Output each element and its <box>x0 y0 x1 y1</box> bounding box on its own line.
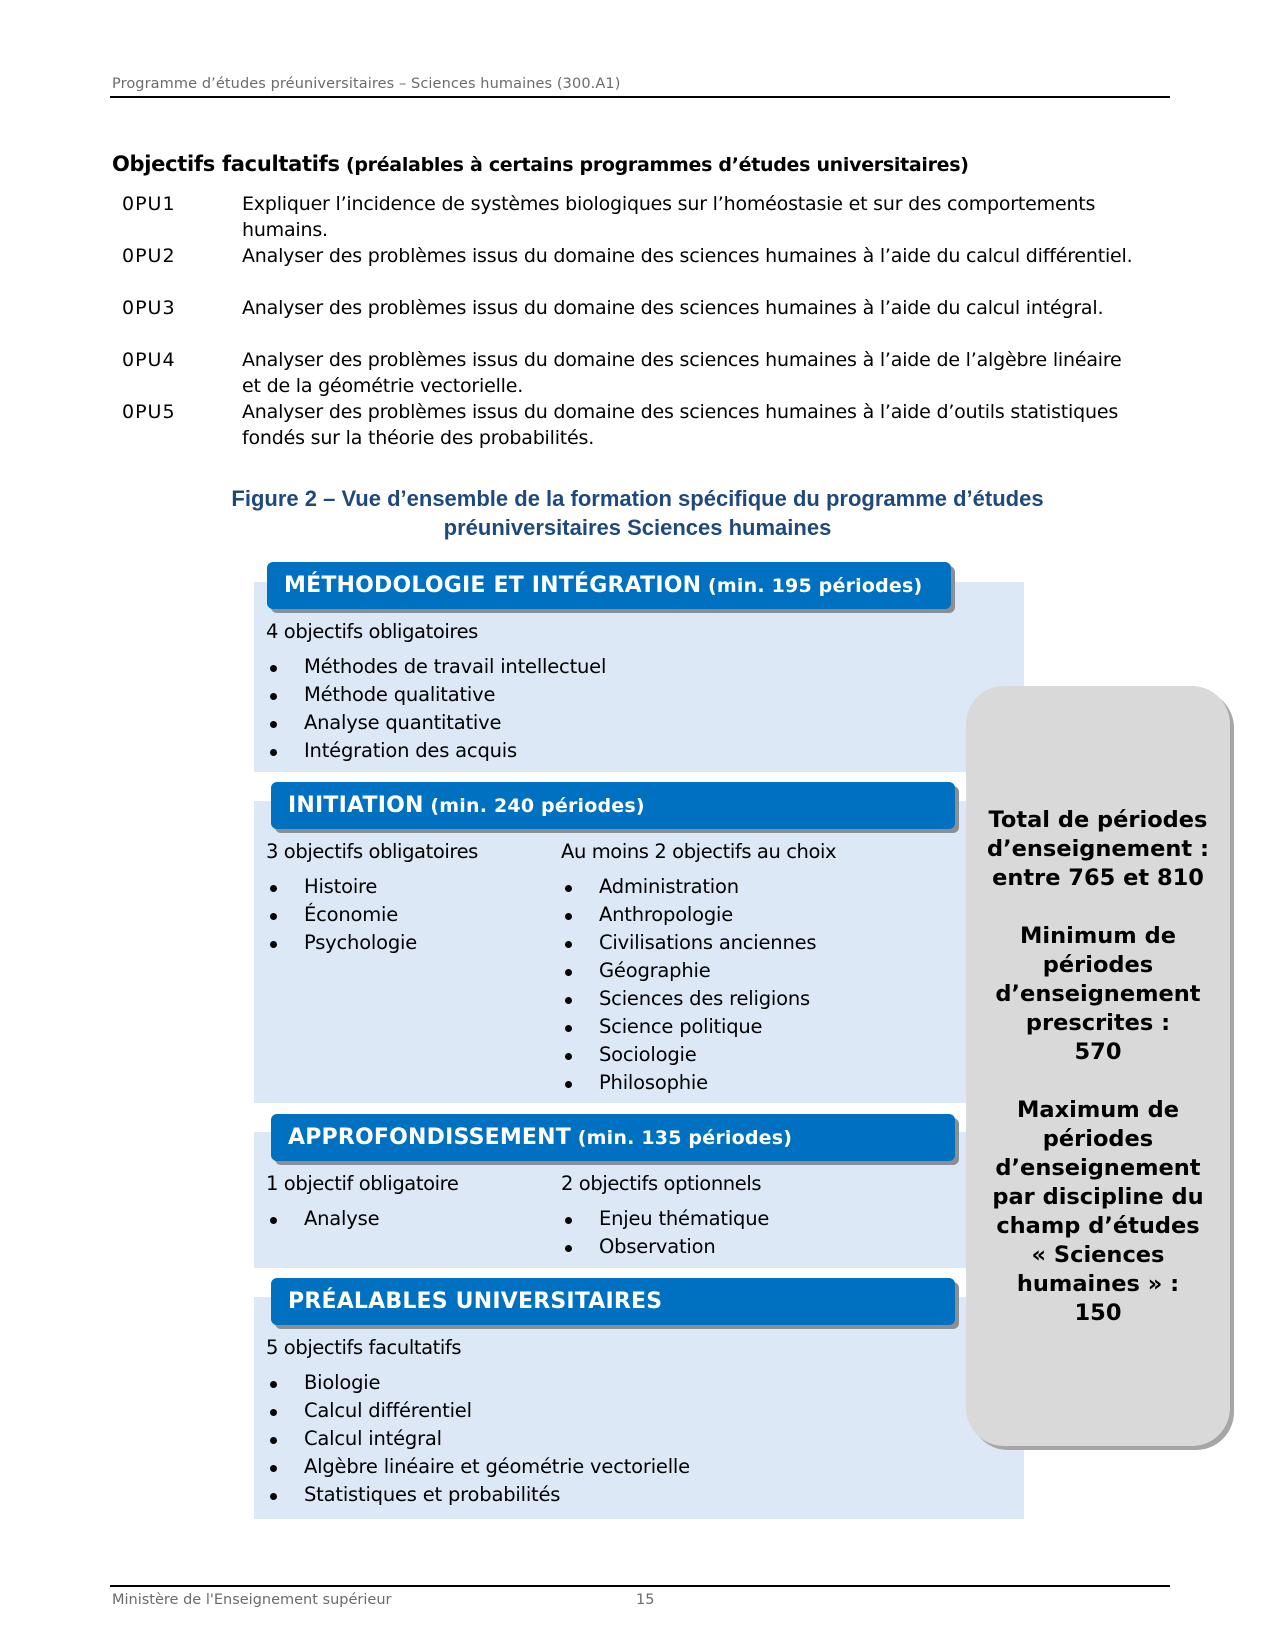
totals-minimum <box>966 922 1230 1067</box>
list-item-text: Analyse quantitative <box>304 711 502 734</box>
totals-line: prescrites : <box>1025 1010 1171 1036</box>
list-item-text: Sociologie <box>599 1043 697 1066</box>
totals-line: 570 <box>1074 1039 1122 1065</box>
list-item <box>561 901 816 929</box>
list-item-text: Analyse <box>304 1207 380 1230</box>
bullet-icon <box>565 1245 572 1252</box>
totals-box <box>966 686 1230 1446</box>
bullet-icon <box>270 1381 277 1388</box>
totals-line: d’enseignement <box>995 1155 1201 1181</box>
totals-line: humaines » : <box>1016 1271 1180 1297</box>
totals-line: « Sciences <box>1031 1242 1165 1268</box>
list-item <box>266 1397 690 1425</box>
section-title-main: Objectifs facultatifs <box>112 152 340 176</box>
bullet-icon <box>565 1053 572 1060</box>
list-item <box>561 1205 769 1233</box>
section-title <box>112 152 969 176</box>
objective-text: Analyser des problèmes issus du domaine des sciences humaines à l’aide du calcul différentiel. <box>242 245 1133 267</box>
section-title-sub: (préalables à certains programmes d’études universitaires) <box>339 154 969 176</box>
prealables-title: PRÉALABLES UNIVERSITAIRES <box>288 1289 663 1314</box>
objective-code: 0PU4 <box>122 349 176 371</box>
objective-text: Expliquer l’incidence de systèmes biologiques sur l’homéostasie et sur des comportements humains. <box>242 193 1096 241</box>
objectives-list <box>122 191 1142 451</box>
totals-line: 150 <box>1074 1300 1122 1326</box>
prealables-list <box>266 1369 690 1509</box>
totals-line: Total de périodes <box>988 807 1208 833</box>
list-item <box>561 873 816 901</box>
list-item <box>561 929 816 957</box>
figure-title-line1: Figure 2 – Vue d’ensemble de la formation spécifique du programme d’études <box>231 486 1044 511</box>
list-item <box>266 681 606 709</box>
totals-line: d’enseignement : <box>987 836 1209 862</box>
list-item-text: Anthropologie <box>599 903 734 926</box>
objective-item <box>122 347 1142 399</box>
objective-code: 0PU5 <box>122 401 176 423</box>
bullet-icon <box>270 721 277 728</box>
approf-list-right <box>561 1205 769 1261</box>
bullet-icon <box>270 1409 277 1416</box>
objective-item <box>122 295 1142 347</box>
totals-maximum <box>966 1096 1230 1328</box>
list-item-text: Statistiques et probabilités <box>304 1483 561 1506</box>
objective-item <box>122 243 1142 295</box>
bullet-icon <box>565 1217 572 1224</box>
list-item <box>266 1369 690 1397</box>
totals-line: périodes <box>1042 1126 1154 1152</box>
totals-line: périodes <box>1042 952 1154 978</box>
list-item-text: Intégration des acquis <box>304 739 517 762</box>
initiation-header <box>271 782 955 829</box>
running-header: Programme d’études préuniversitaires – Sciences humaines (300.A1) <box>112 76 621 92</box>
list-item-text: Calcul différentiel <box>304 1399 472 1422</box>
list-item <box>561 1233 769 1261</box>
objective-code: 0PU3 <box>122 297 176 319</box>
objective-item <box>122 191 1142 243</box>
list-item <box>561 1041 816 1069</box>
bullet-icon <box>270 693 277 700</box>
list-item <box>266 1481 690 1509</box>
list-item <box>266 737 606 765</box>
prealables-header <box>271 1278 955 1325</box>
prealables-label: 5 objectifs facultatifs <box>266 1336 462 1359</box>
list-item-text: Civilisations anciennes <box>599 931 817 954</box>
approf-min: (min. 135 périodes) <box>570 1127 793 1149</box>
bullet-icon <box>565 1025 572 1032</box>
bullet-icon <box>270 1465 277 1472</box>
totals-line: d’enseignement <box>995 981 1201 1007</box>
list-item-text: Méthode qualitative <box>304 683 496 706</box>
initiation-list-right <box>561 873 816 1097</box>
list-item <box>266 929 417 957</box>
bullet-icon <box>565 913 572 920</box>
figure-title-line2: préuniversitaires Sciences humaines <box>443 515 832 540</box>
list-item <box>561 985 816 1013</box>
list-item <box>561 957 816 985</box>
list-item-text: Calcul intégral <box>304 1427 442 1450</box>
methodo-header <box>267 562 951 609</box>
list-item-text: Science politique <box>599 1015 763 1038</box>
approf-list-left <box>266 1205 379 1233</box>
figure-title <box>150 484 1125 542</box>
methodo-min: (min. 195 périodes) <box>701 575 923 597</box>
approf-label-left: 1 objectif obligatoire <box>266 1172 459 1195</box>
bullet-icon <box>270 749 277 756</box>
bullet-icon <box>565 997 572 1004</box>
list-item <box>561 1069 816 1097</box>
approf-title: APPROFONDISSEMENT <box>288 1125 571 1150</box>
list-item <box>266 1425 690 1453</box>
list-item <box>266 873 417 901</box>
approf-header <box>271 1114 955 1161</box>
initiation-label-left: 3 objectifs obligatoires <box>266 840 478 863</box>
list-item-text: Enjeu thématique <box>599 1207 770 1230</box>
page-number: 15 <box>636 1592 655 1608</box>
totals-line: entre 765 et 810 <box>992 865 1204 891</box>
initiation-title: INITIATION <box>288 793 424 818</box>
list-item-text: Algèbre linéaire et géométrie vectorielle <box>304 1455 690 1478</box>
methodo-title: MÉTHODOLOGIE ET INTÉGRATION <box>284 573 702 598</box>
objective-code: 0PU1 <box>122 193 176 215</box>
list-item-text: Administration <box>599 875 739 898</box>
bullet-icon <box>270 1437 277 1444</box>
objective-text: Analyser des problèmes issus du domaine des sciences humaines à l’aide de l’algèbre linéaire et de la géométrie vectorielle. <box>242 349 1122 397</box>
objective-text: Analyser des problèmes issus du domaine des sciences humaines à l’aide d’outils statistiques fondés sur la théorie des probabilités. <box>242 401 1119 449</box>
list-item <box>266 709 606 737</box>
list-item-text: Histoire <box>304 875 378 898</box>
list-item-text: Économie <box>304 903 399 926</box>
list-item <box>266 1453 690 1481</box>
bullet-icon <box>270 913 277 920</box>
list-item-text: Observation <box>599 1235 716 1258</box>
initiation-list-left <box>266 873 417 957</box>
approf-label-right: 2 objectifs optionnels <box>561 1172 762 1195</box>
footer-rule <box>110 1585 1170 1587</box>
initiation-label-right: Au moins 2 objectifs au choix <box>561 840 837 863</box>
list-item-text: Biologie <box>304 1371 381 1394</box>
totals-line: par discipline du <box>992 1184 1204 1210</box>
objective-item <box>122 399 1142 451</box>
list-item-text: Géographie <box>599 959 711 982</box>
list-item <box>561 1013 816 1041</box>
bullet-icon <box>270 1217 277 1224</box>
list-item-text: Sciences des religions <box>599 987 810 1010</box>
totals-line: Minimum de <box>1020 923 1176 949</box>
list-item <box>266 653 606 681</box>
totals-total <box>966 806 1230 893</box>
totals-line: Maximum de <box>1017 1097 1179 1123</box>
bullet-icon <box>565 941 572 948</box>
initiation-min: (min. 240 périodes) <box>423 795 645 817</box>
list-item <box>266 901 417 929</box>
list-item <box>266 1205 379 1233</box>
methodo-label: 4 objectifs obligatoires <box>266 620 478 643</box>
methodo-list <box>266 653 606 765</box>
bullet-icon <box>565 885 572 892</box>
bullet-icon <box>565 1081 572 1088</box>
bullet-icon <box>270 1493 277 1500</box>
list-item-text: Philosophie <box>599 1071 708 1094</box>
header-rule <box>110 96 1170 98</box>
footer-ministry: Ministère de l'Enseignement supérieur <box>112 1592 392 1608</box>
bullet-icon <box>270 941 277 948</box>
list-item-text: Méthodes de travail intellectuel <box>304 655 607 678</box>
bullet-icon <box>565 969 572 976</box>
bullet-icon <box>270 885 277 892</box>
objective-code: 0PU2 <box>122 245 176 267</box>
bullet-icon <box>270 665 277 672</box>
objective-text: Analyser des problèmes issus du domaine des sciences humaines à l’aide du calcul intégral. <box>242 297 1104 319</box>
list-item-text: Psychologie <box>304 931 418 954</box>
totals-line: champ d’études <box>996 1213 1200 1239</box>
